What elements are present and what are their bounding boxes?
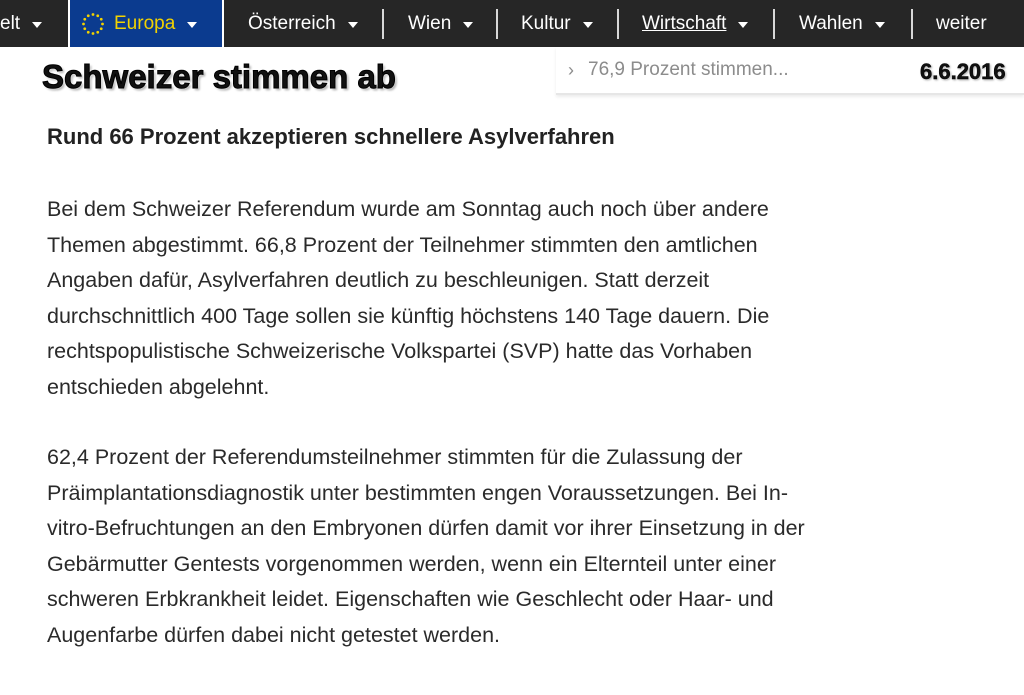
- chevron-down-icon: [187, 22, 197, 28]
- paragraph-line: Bei dem Schweizer Referendum wurde am Sonntag auch noch über andere: [47, 197, 769, 221]
- nav-item-label: Wahlen: [799, 12, 863, 34]
- nav-item-wien[interactable]: [384, 0, 496, 47]
- nav-item-wahlen[interactable]: [775, 0, 911, 47]
- chevron-down-icon: [583, 22, 593, 28]
- nav-item-welt[interactable]: [0, 0, 68, 47]
- chevron-down-icon: [32, 22, 42, 28]
- nav-item-label: Kultur: [521, 12, 571, 34]
- nav-item-weiter[interactable]: [913, 0, 1015, 47]
- paragraph-line: vitro-Befruchtungen an den Embryonen dürfen damit vor ihrer Einsetzung in der: [47, 516, 805, 541]
- chevron-down-icon: [738, 22, 748, 28]
- paragraph-line: rechtspopulistische Schweizerische Volkspartei (SVP) hatte das Vorhaben: [47, 339, 753, 364]
- chevron-down-icon: [875, 22, 885, 28]
- paragraph-line: durchschnittlich 400 Tage sollen sie künftig höchstens 140 Tage dauern. Die: [47, 303, 770, 328]
- nav-item-label: Österreich: [248, 12, 336, 34]
- paragraph-line: 62,4 Prozent der Referendumsteilnehmer stimmten für die Zulassung der: [47, 445, 743, 469]
- teaser-link[interactable]: [568, 59, 789, 81]
- chevron-right-icon: ›: [568, 59, 574, 80]
- teaser-text: 76,9 Prozent stimmen...: [588, 59, 789, 80]
- nav-item-europa[interactable]: [68, 0, 224, 47]
- article-paragraph-1: [47, 192, 947, 406]
- nav-item-label: elt: [0, 12, 21, 34]
- top-navigation-bar: [0, 0, 1024, 47]
- overlay-date-stamp: 6.6.2016: [920, 59, 1006, 84]
- nav-item-wirtschaft[interactable]: [619, 0, 773, 47]
- nav-item-oesterreich[interactable]: [224, 0, 382, 47]
- nav-item-label: weiter: [936, 12, 987, 34]
- article-paragraph-2: [47, 440, 947, 654]
- nav-item-label: Wien: [408, 12, 452, 34]
- paragraph-line: Angaben dafür, Asylverfahren deutlich zu beschleunigen. Statt derzeit: [47, 268, 710, 293]
- paragraph-line: entschieden abgelehnt.: [47, 374, 270, 399]
- nav-item-kultur[interactable]: [498, 0, 617, 47]
- paragraph-line: Themen abgestimmt. 66,8 Prozent der Teilnehmer stimmten den amtlichen: [47, 232, 758, 257]
- paragraph-line: Präimplantationsdiagnostik unter bestimmten engen Voraussetzungen. Bei In-: [47, 480, 788, 505]
- nav-item-label: Europa: [114, 12, 176, 34]
- paragraph-line: schweren Erbkrankheit leidet. Eigenschaften wie Geschlecht oder Haar- und: [47, 587, 774, 612]
- nav-item-label: Wirtschaft: [642, 12, 727, 34]
- overlay-caption-title: Schweizer stimmen ab: [42, 58, 396, 95]
- article-heading: Rund 66 Prozent akzeptieren schnellere Asylverfahren: [47, 124, 615, 149]
- eu-flag-icon: [80, 11, 106, 37]
- chevron-down-icon: [348, 22, 358, 28]
- paragraph-line: Augenfarbe dürfen dabei nicht getestet werden.: [47, 622, 501, 647]
- paragraph-line: Gebärmutter Gentests vorgenommen werden, wenn ein Elternteil unter einer: [47, 551, 776, 576]
- chevron-down-icon: [463, 22, 473, 28]
